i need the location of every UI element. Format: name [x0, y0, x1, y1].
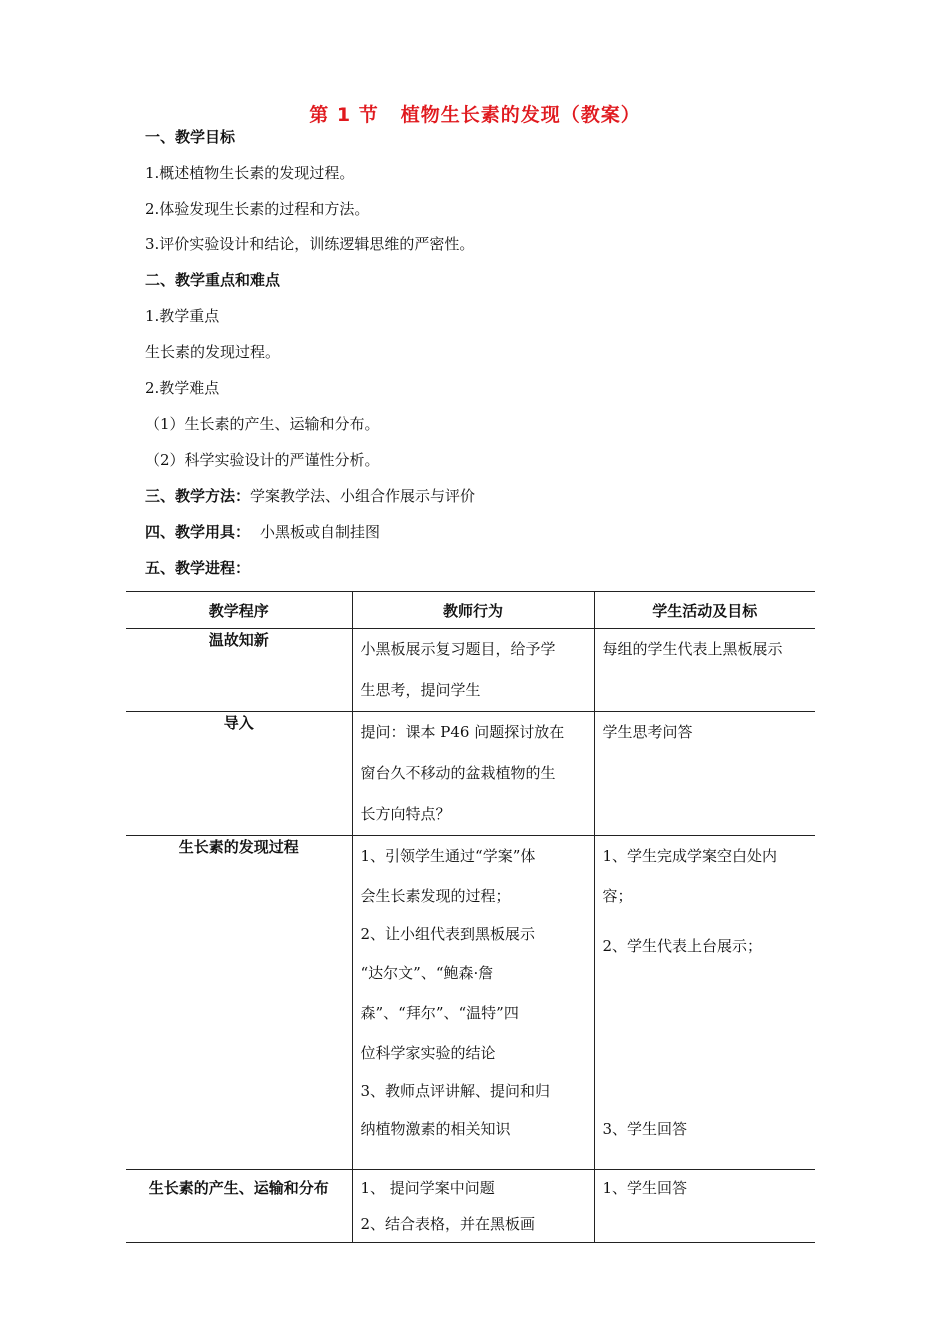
student-cell	[594, 712, 815, 836]
table-row	[126, 836, 815, 1170]
student-cell	[594, 836, 815, 1170]
student-line: 3、学生回答	[602, 1120, 688, 1138]
student-line: 1、学生回答	[602, 1179, 688, 1197]
title-text: 植物生长素的发现（教案）	[400, 104, 641, 126]
student-line: 2、学生代表上台展示；	[602, 937, 763, 955]
teacher-cell	[352, 629, 594, 712]
teacher-line: 会生长素发现的过程；	[360, 887, 511, 905]
student-cell	[594, 1170, 815, 1243]
section-5-heading: 五、教学进程：	[145, 559, 251, 577]
teacher-line: 小黑板展示复习题目，给予学	[360, 640, 556, 658]
objective-3: 3.评价实验设计和结论，训练逻辑思维的严密性。	[145, 235, 475, 253]
section-3	[145, 486, 475, 506]
section-4-heading: 四、教学用具：	[145, 523, 251, 541]
teacher-line: 2、结合表格，并在黑板画	[360, 1215, 536, 1233]
student-cell	[594, 629, 815, 712]
teacher-cell	[352, 836, 594, 1170]
teacher-line: 2、让小组代表到黑板展示	[360, 925, 536, 943]
objective-1: 1.概述植物生长素的发现过程。	[145, 164, 355, 182]
student-line: 每组的学生代表上黑板展示	[602, 640, 783, 658]
teacher-line: 3、教师点评讲解、提问和归	[360, 1082, 551, 1100]
student-line: 1、学生完成学案空白处内	[602, 847, 778, 865]
teacher-line: 1、 提问学案中问题	[360, 1179, 495, 1197]
teacher-cell	[352, 1170, 594, 1243]
teacher-line: 森”、“拜尔”、“温特”四	[360, 1004, 519, 1022]
table-row	[126, 712, 815, 836]
section-2-heading: 二、教学重点和难点	[145, 271, 281, 289]
column-header-student: 学生活动及目标	[594, 592, 815, 629]
stage-cell: 生长素的产生、运输和分布	[126, 1170, 352, 1243]
teacher-line: “达尔文”、“鲍森·詹	[360, 964, 494, 982]
table-header-row	[126, 592, 815, 629]
student-line: 容；	[602, 887, 633, 905]
difficulty-label: 2.教学难点	[145, 379, 220, 397]
key-point-label: 1.教学重点	[145, 307, 220, 325]
table-row	[126, 1170, 815, 1243]
key-point-text: 生长素的发现过程。	[145, 343, 281, 361]
teacher-line: 1、引领学生通过“学案”体	[360, 847, 536, 865]
teaching-tools: 小黑板或自制挂图	[260, 523, 381, 541]
title-section-number: 第 1 节	[309, 104, 379, 126]
teacher-line: 生思考，提问学生	[360, 681, 481, 699]
teacher-line: 窗台久不移动的盆栽植物的生	[360, 764, 556, 782]
column-header-stage: 教学程序	[126, 592, 352, 629]
teaching-methods: 学案教学法、小组合作展示与评价	[250, 487, 476, 505]
difficulty-1: （1）生长素的产生、运输和分布。	[145, 415, 380, 433]
section-4	[145, 522, 380, 542]
teacher-cell	[352, 712, 594, 836]
table-row	[126, 629, 815, 712]
student-line: 学生思考问答	[602, 723, 693, 741]
section-3-heading: 三、教学方法：	[145, 487, 251, 505]
teaching-process-table	[126, 591, 815, 1243]
objective-2: 2.体验发现生长素的过程和方法。	[145, 200, 370, 218]
difficulty-2: （2）科学实验设计的严谨性分析。	[145, 451, 380, 469]
document-title	[0, 100, 950, 127]
teacher-line: 提问：课本 P46 问题探讨放在	[360, 723, 565, 741]
stage-cell: 导入	[126, 712, 352, 836]
section-1-heading: 一、教学目标	[145, 128, 236, 146]
stage-cell: 温故知新	[126, 629, 352, 712]
teacher-line: 长方向特点？	[360, 805, 451, 823]
teacher-line: 纳植物激素的相关知识	[360, 1120, 511, 1138]
stage-cell: 生长素的发现过程	[126, 836, 352, 1170]
teacher-line: 位科学家实验的结论	[360, 1044, 496, 1062]
column-header-teacher: 教师行为	[352, 592, 594, 629]
